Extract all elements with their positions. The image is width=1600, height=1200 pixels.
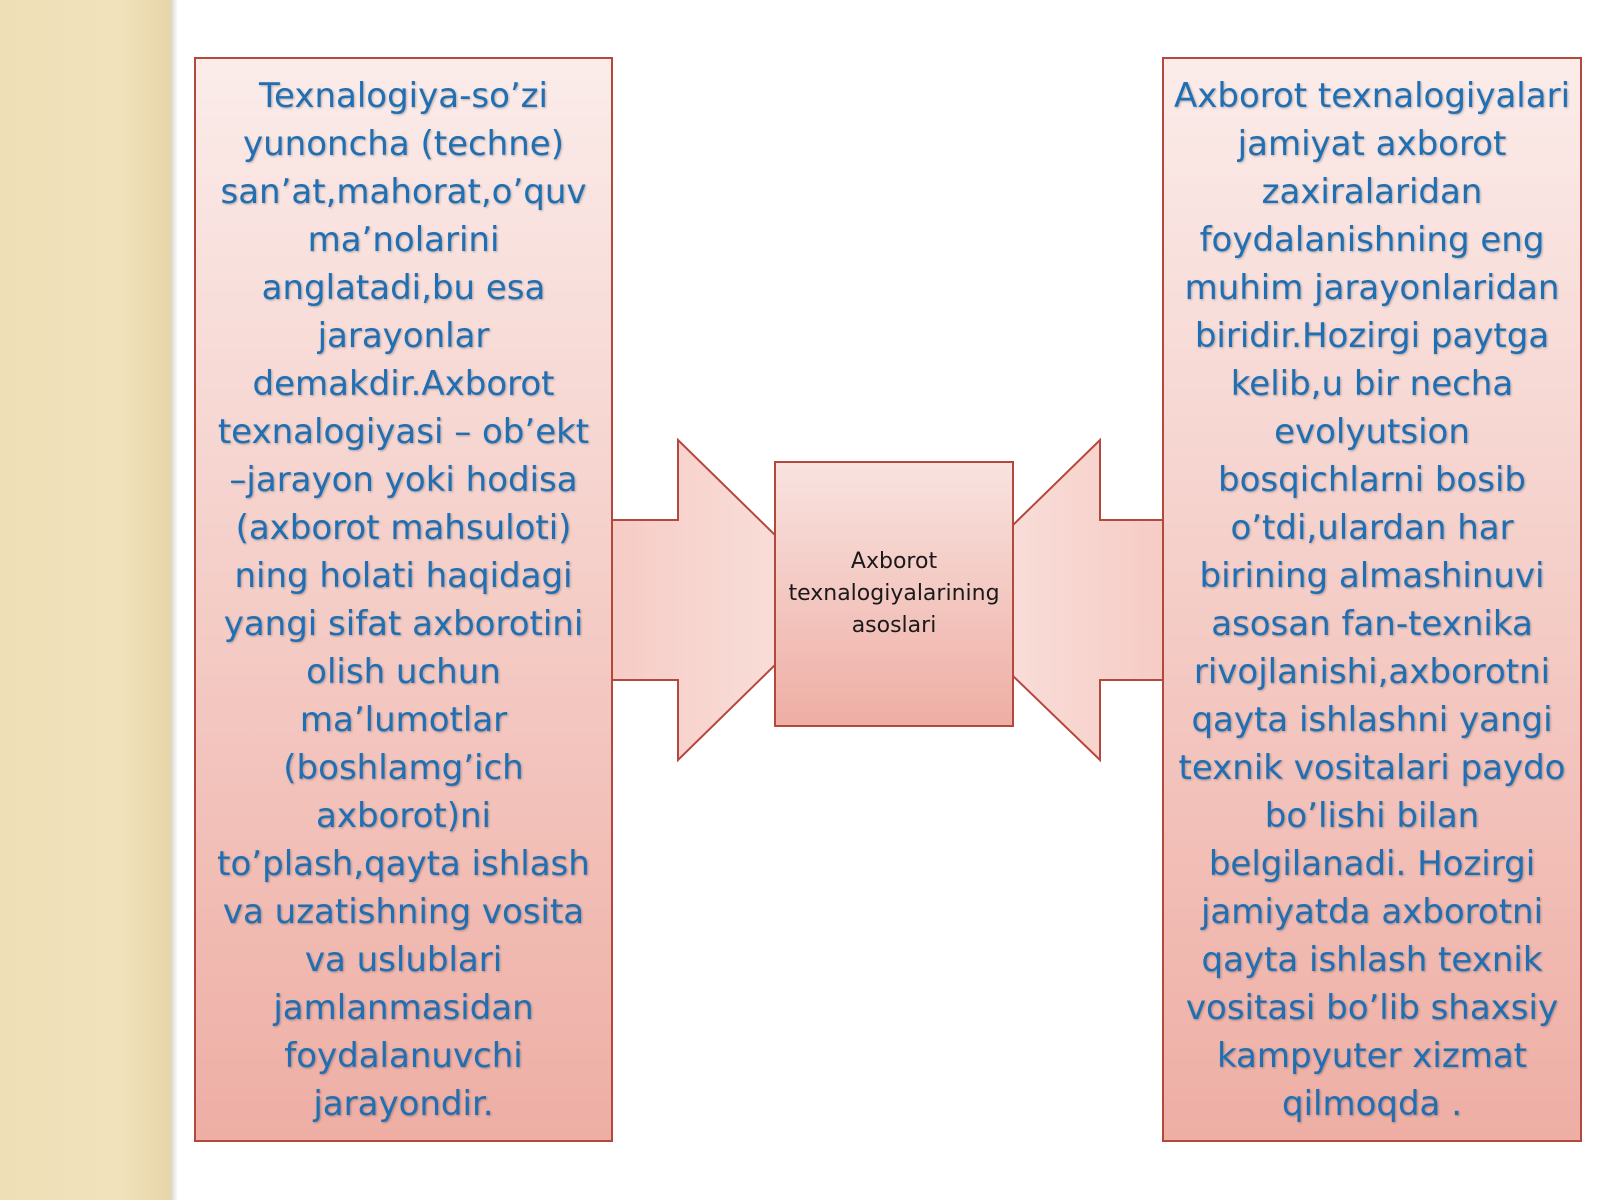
- right-box-text: Axborot texnalogiyalari jamiyat axborot zaxiralaridan foydalanishning eng muhim jarayonlaridan biridir.Hozirgi paytga kelib,u bir necha evolyutsion bosqichlarni bosib o’tdi,ulardan har birining almashinuvi asosan fan-texnika rivojlanishi,axborotni qayta ishlashni yangi texnik vositalari paydo bo’lishi bilan belgilanadi. Hozirgi jamiyatda axborotni qayta ishlash texnik vositasi bo’lib shaxsiy kampyuter xizmat qilmoqda .: [1173, 76, 1571, 1124]
- right-arrow: [1013, 440, 1163, 760]
- left-box-text: Texnalogiya-so’zi yunoncha (techne) san’at,mahorat,o’quv ma’nolarini anglatadi,bu esa jarayonlar demakdir.Axborot texnalogiyasi – ob’ekt –jarayon yoki hodisa (axborot mahsuloti) ning holati haqidagi yangi sifat axborotini olish uchun ma’lumotlar (boshlamg’ich axborot)ni to’plash,qayta ishlash va uzatishning vosita va uslublari jamlanmasidan foydalanuvchi jarayondir.: [217, 76, 590, 1124]
- center-box-text: Axborot texnalogiyalarining asoslari: [788, 549, 1000, 638]
- left-arrow: [612, 440, 775, 760]
